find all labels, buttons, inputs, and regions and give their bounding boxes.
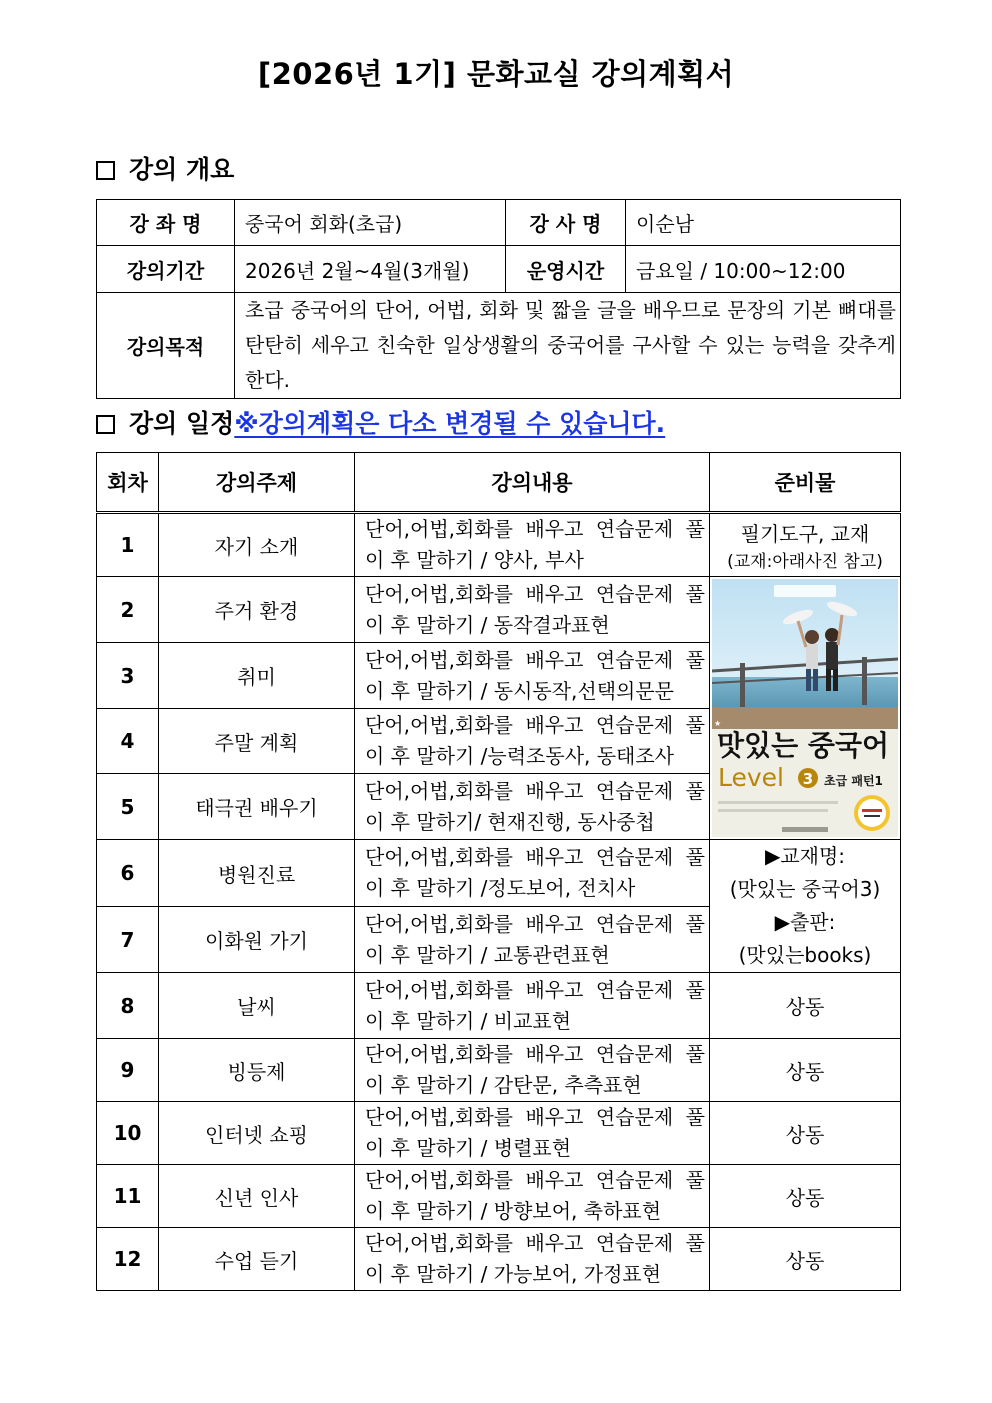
purpose-value: 초급 중국어의 단어, 어법, 회화 및 짧을 글을 배우므로 문장의 기본 뼈대를 탄탄히 세우고 친숙한 일상생활의 중국어를 구사할 수 있는 능력을 갖추게 한다. bbox=[235, 293, 901, 399]
overview-section-heading bbox=[96, 150, 234, 186]
schedule-section-label: 강의 일정 bbox=[129, 409, 235, 438]
table-row bbox=[97, 1039, 901, 1102]
session-number: 9 bbox=[97, 1039, 159, 1102]
session-topic: 날씨 bbox=[159, 973, 355, 1039]
textbook-level: Level bbox=[718, 763, 784, 792]
materials-cell bbox=[710, 513, 901, 577]
table-row bbox=[97, 513, 901, 577]
table-row bbox=[97, 973, 901, 1039]
textbook-cover-cell bbox=[710, 577, 901, 840]
course-label: 강 좌 명 bbox=[97, 200, 235, 246]
session-number: 4 bbox=[97, 709, 159, 774]
session-content: 단어,어법,회화를 배우고 연습문제 풀이 후 말하기 / 양사, 부사 bbox=[355, 513, 710, 577]
session-number: 7 bbox=[97, 907, 159, 973]
period-label: 강의기간 bbox=[97, 246, 235, 293]
checkbox-icon bbox=[96, 415, 115, 434]
session-topic: 이화원 가기 bbox=[159, 907, 355, 973]
overview-section-label: 강의 개요 bbox=[129, 155, 235, 184]
session-topic: 수업 듣기 bbox=[159, 1228, 355, 1291]
session-content: 단어,어법,회화를 배우고 연습문제 풀이 후 말하기 / 교통관련표현 bbox=[355, 907, 710, 973]
session-topic: 자기 소개 bbox=[159, 513, 355, 577]
svg-text:★: ★ bbox=[714, 719, 722, 728]
header-content: 강의내용 bbox=[355, 453, 710, 513]
header-topic: 강의주제 bbox=[159, 453, 355, 513]
header-session: 회차 bbox=[97, 453, 159, 513]
materials-cell: 상동 bbox=[710, 1228, 901, 1291]
session-content: 단어,어법,회화를 배우고 연습문제 풀이 후 말하기/ 현재진행, 동사중첩 bbox=[355, 774, 710, 840]
course-value: 중국어 회화(초급) bbox=[235, 200, 506, 246]
instructor-label: 강 사 명 bbox=[506, 200, 626, 246]
session-topic: 태극권 배우기 bbox=[159, 774, 355, 840]
header-materials: 준비물 bbox=[710, 453, 901, 513]
textbook-title: 맛있는 중국어 bbox=[717, 729, 890, 762]
session-topic: 신년 인사 bbox=[159, 1165, 355, 1228]
purpose-label: 강의목적 bbox=[97, 293, 235, 399]
table-row bbox=[97, 1102, 901, 1165]
publisher-label: ▶출판: bbox=[774, 910, 836, 934]
session-number: 8 bbox=[97, 973, 159, 1039]
overview-table bbox=[96, 199, 901, 399]
session-topic: 병원진료 bbox=[159, 840, 355, 907]
session-number: 1 bbox=[97, 513, 159, 577]
session-content: 단어,어법,회화를 배우고 연습문제 풀이 후 말하기 /정도보어, 전치사 bbox=[355, 840, 710, 907]
textbook-name-value: (맛있는 중국어3) bbox=[729, 877, 881, 901]
session-content: 단어,어법,회화를 배우고 연습문제 풀이 후 말하기 / 감탄문, 추측표현 bbox=[355, 1039, 710, 1102]
page-title: [2026년 1기] 문화교실 강의계획서 bbox=[257, 57, 735, 91]
session-topic: 인터넷 쇼핑 bbox=[159, 1102, 355, 1165]
table-row bbox=[97, 1165, 901, 1228]
session-content: 단어,어법,회화를 배우고 연습문제 풀이 후 말하기 / 가능보어, 가정표현 bbox=[355, 1228, 710, 1291]
session-content: 단어,어법,회화를 배우고 연습문제 풀이 후 말하기 /능력조동사, 동태조사 bbox=[355, 709, 710, 774]
time-label: 운영시간 bbox=[506, 246, 626, 293]
session-number: 10 bbox=[97, 1102, 159, 1165]
session-number: 5 bbox=[97, 774, 159, 840]
schedule-table bbox=[96, 452, 901, 1291]
textbook-level-number: 3 bbox=[802, 770, 814, 788]
session-content: 단어,어법,회화를 배우고 연습문제 풀이 후 말하기 / 방향보어, 축하표현 bbox=[355, 1165, 710, 1228]
table-row bbox=[97, 577, 901, 643]
instructor-value: 이순남 bbox=[626, 200, 901, 246]
publisher-value: (맛있는books) bbox=[738, 943, 872, 967]
textbook-info-cell bbox=[710, 840, 901, 973]
session-number: 2 bbox=[97, 577, 159, 643]
session-content: 단어,어법,회화를 배우고 연습문제 풀이 후 말하기 / 동작결과표현 bbox=[355, 577, 710, 643]
materials-cell: 상동 bbox=[710, 1165, 901, 1228]
session-content: 단어,어법,회화를 배우고 연습문제 풀이 후 말하기 / 병렬표현 bbox=[355, 1102, 710, 1165]
table-row bbox=[97, 1228, 901, 1291]
materials-cell: 상동 bbox=[710, 1102, 901, 1165]
checkbox-icon bbox=[96, 161, 115, 180]
session-topic: 취미 bbox=[159, 643, 355, 709]
materials-main: 필기도구, 교재 bbox=[740, 522, 870, 546]
session-number: 6 bbox=[97, 840, 159, 907]
session-number: 11 bbox=[97, 1165, 159, 1228]
session-topic: 주말 계획 bbox=[159, 709, 355, 774]
session-number: 12 bbox=[97, 1228, 159, 1291]
session-content: 단어,어법,회화를 배우고 연습문제 풀이 후 말하기 / 동시동작,선택의문문 bbox=[355, 643, 710, 709]
session-topic: 빙등제 bbox=[159, 1039, 355, 1102]
session-content: 단어,어법,회화를 배우고 연습문제 풀이 후 말하기 / 비교표현 bbox=[355, 973, 710, 1039]
materials-note: (교재:아래사진 참고) bbox=[727, 552, 883, 572]
period-value: 2026년 2월~4월(3개월) bbox=[235, 246, 506, 293]
schedule-section-heading bbox=[96, 404, 665, 440]
textbook-name-label: ▶교재명: bbox=[764, 844, 846, 868]
textbook-subtitle: 초급 패턴1 bbox=[824, 774, 883, 788]
textbook-cover-image bbox=[712, 579, 898, 837]
table-row bbox=[97, 840, 901, 907]
schedule-notice: ※강의계획은 다소 변경될 수 있습니다. bbox=[234, 409, 666, 438]
materials-cell: 상동 bbox=[710, 1039, 901, 1102]
session-topic: 주거 환경 bbox=[159, 577, 355, 643]
time-value: 금요일 / 10:00~12:00 bbox=[626, 246, 901, 293]
materials-cell: 상동 bbox=[710, 973, 901, 1039]
session-number: 3 bbox=[97, 643, 159, 709]
